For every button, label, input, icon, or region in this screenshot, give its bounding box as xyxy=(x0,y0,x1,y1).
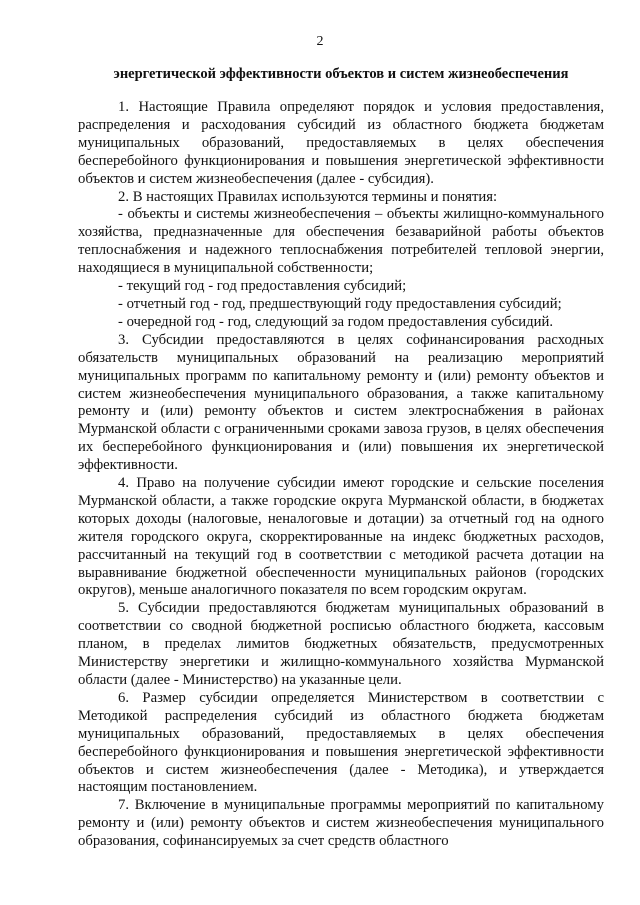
paragraph-4: 4. Право на получение субсидии имеют городские и сельские поселения Мурманской области, а также городские округа Мурманской области, в бюджетах которых доходы (налоговые, неналоговые и дотации) за отчетный год на одного жителя городского округа, скорректированные на индекс бюджетных расходов, рассчитанный на текущий год в соответствии с методикой расчета дотации на выравнивание бюджетной обеспеченности муниципальных районов (городских округов), меньше аналогичного показателя по всем городским округам. xyxy=(78,475,604,599)
paragraph-7: 7. Включение в муниципальные программы мероприятий по капитальному ремонту и (или) ремонту объектов и систем жизнеобеспечения муниципального образования, софинансируемых за счет средств областного xyxy=(78,797,604,850)
paragraph-6: 6. Размер субсидии определяется Министерством в соответствии с Методикой распределения субсидий из областного бюджета бюджетам муниципальных образований, предоставляемых в целях обеспечения бесперебойного функционирования и повышения энергетической эффективности объектов и систем жизнеобеспечения (далее - Методика), и утверждается настоящим постановлением. xyxy=(78,689,604,796)
document-body xyxy=(78,99,604,851)
page-number: 2 xyxy=(316,34,324,49)
definition-item: - отчетный год - год, предшествующий году предоставления субсидий; xyxy=(118,295,562,312)
paragraph-2: 2. В настоящих Правилах используются термины и понятия: xyxy=(118,188,498,205)
definition-item: - текущий год - год предоставления субсидий; xyxy=(118,278,407,295)
definition-item: - очередной год - год, следующий за годом предоставления субсидий. xyxy=(118,313,554,330)
definition-item: - объекты и системы жизнеобеспечения – объекты жилищно-коммунального хозяйства, предназначенные для обеспечения безаварийной работы объектов теплоснабжения и надежного теплоснабжения потребителей тепловой энергии, находящиеся в муниципальной собственности; xyxy=(78,206,604,277)
paragraph-5: 5. Субсидии предоставляются бюджетам муниципальных образований в соответствии со сводной бюджетной росписью областного бюджета, кассовым планом, в пределах лимитов бюджетных обязательств, предусмотренных Министерству энергетики и жилищно-коммунального хозяйства Мурманской области (далее - Министерство) на указанные цели. xyxy=(78,600,604,688)
paragraph-3: 3. Субсидии предоставляются в целях софинансирования расходных обязательств муниципальных образований на реализацию мероприятий муниципальных программ по капитальному ремонту и (или) ремонту объектов и систем жизнеобеспечения муниципального образования, а также капитальному ремонту и (или) ремонту объектов и систем электроснабжения в районах Мурманской области с ограниченными сроками завоза грузов, в целях обеспечения их бесперебойного функционирования и (или) повышения их энергетической эффективности. xyxy=(78,331,604,474)
paragraph-1: 1. Настоящие Правила определяют порядок и условия предоставления, распределения и расходования субсидий из областного бюджета бюджетам муниципальных образований, предоставляемых в целях обеспечения бесперебойного функционирования и повышения энергетической эффективности объектов и систем жизнеобеспечения (далее - субсидия). xyxy=(78,99,604,187)
section-heading: энергетической эффективности объектов и систем жизнеобеспечения xyxy=(113,66,569,82)
